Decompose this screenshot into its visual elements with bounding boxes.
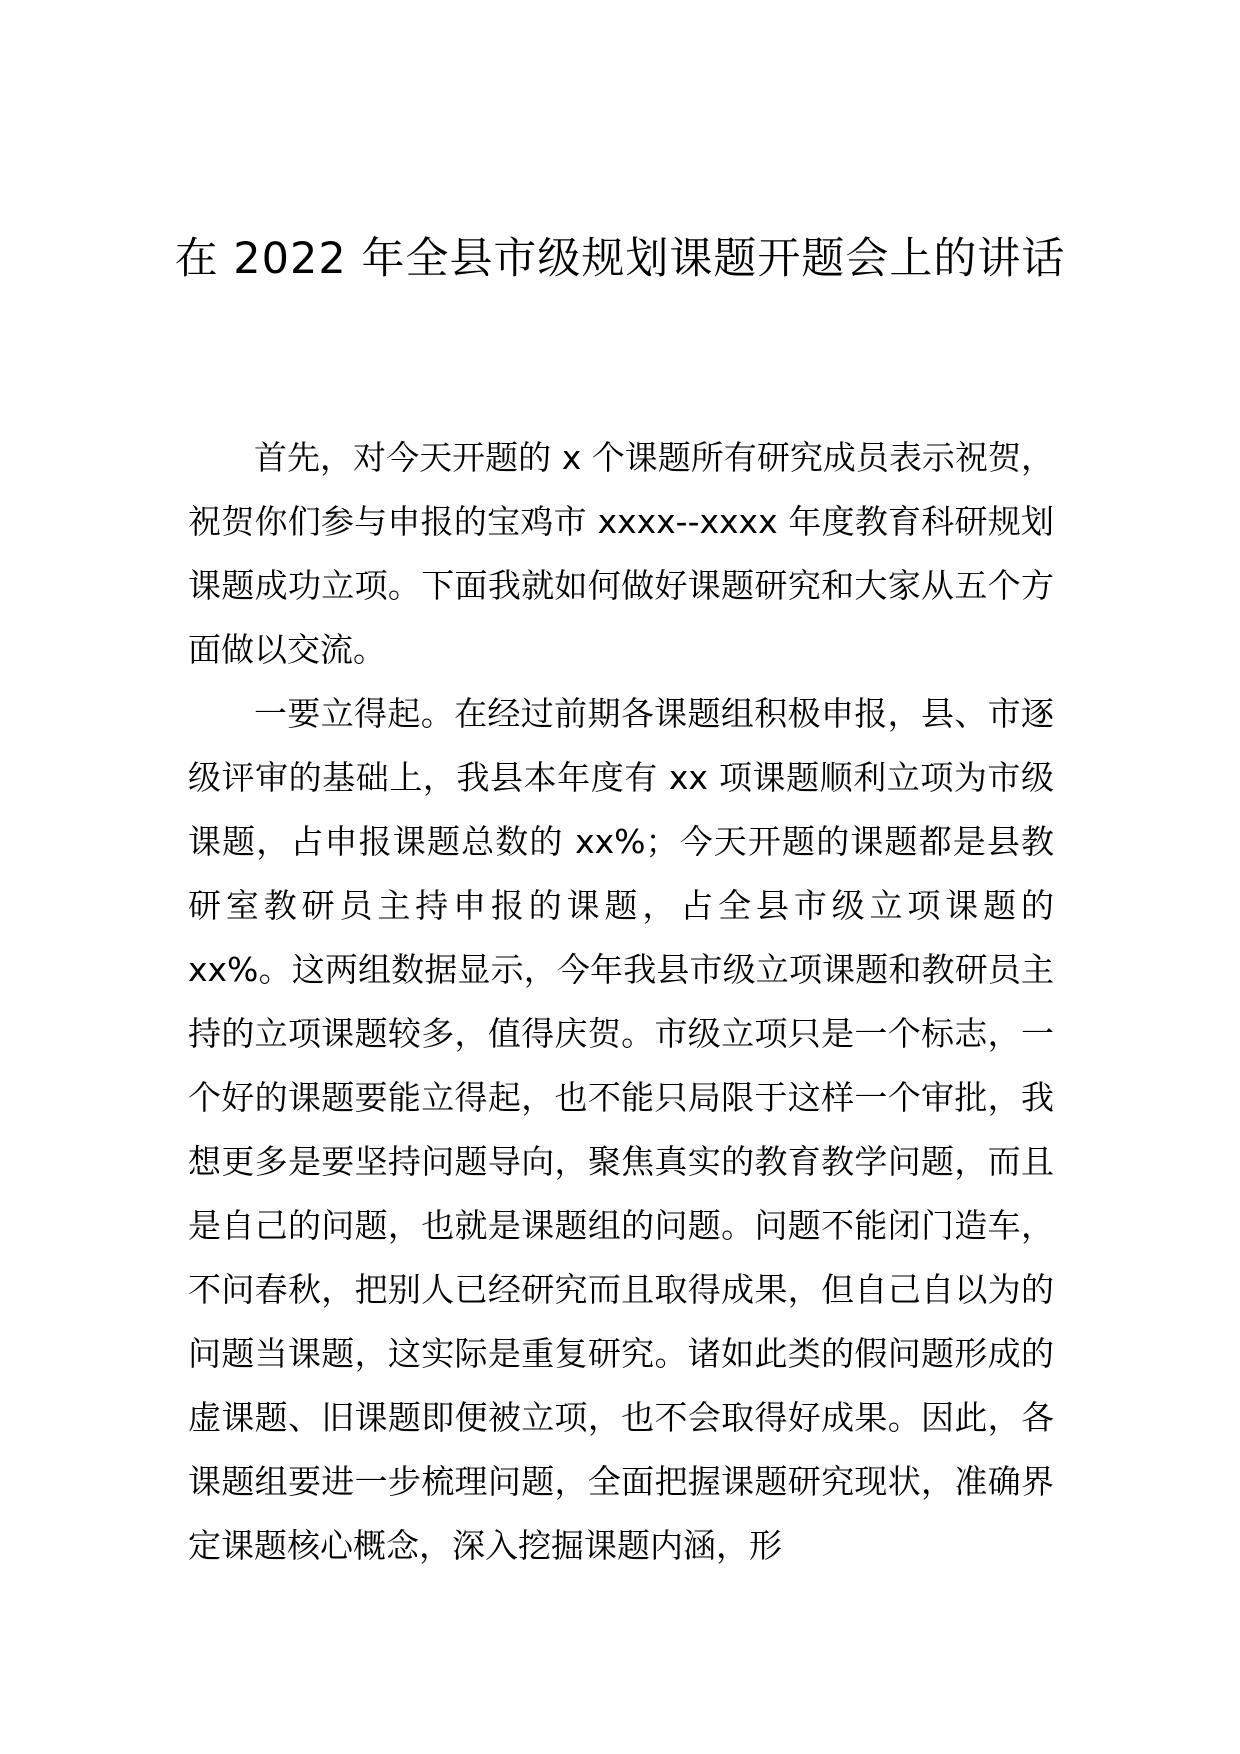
document-body [188,426,1054,1578]
document-title: 在 2022 年全县市级规划课题开题会上的讲话 [174,234,1066,284]
paragraph-intro: 首先，对今天开题的 x 个课题所有研究成员表示祝贺，祝贺你们参与申报的宝鸡市 xxxx--xxxx 年度教育科研规划课题成功立项。下面我就如何做好课题研究和大家从五个方面做以交流。 [188,438,1054,669]
paragraph-point-one: 一要立得起。在经过前期各课题组积极申报，县、市逐级评审的基础上，我县本年度有 xx 项课题顺利立项为市级课题，占申报课题总数的 xx%；今天开题的课题都是县教研室教研员主持申报的课题，占全县市级立项课题的 xx%。这两组数据显示，今年我县市级立项课题和教研员主持的立项课题较多，值得庆贺。市级立项只是一个标志，一个好的课题要能立得起，也不能只局限于这样一个审批，我想更多是要坚持问题导向，聚焦真实的教育教学问题，而且是自己的问题，也就是课题组的问题。问题不能闭门造车，不问春秋，把别人已经研究而且取得成果，但自己自以为的问题当课题，这实际是重复研究。诸如此类的假问题形成的虚课题、旧课题即便被立项，也不会取得好成果。因此，各课题组要进一步梳理问题，全面把握课题研究现状，准确界定课题核心概念，深入挖掘课题内涵，形 [188,694,1054,1565]
